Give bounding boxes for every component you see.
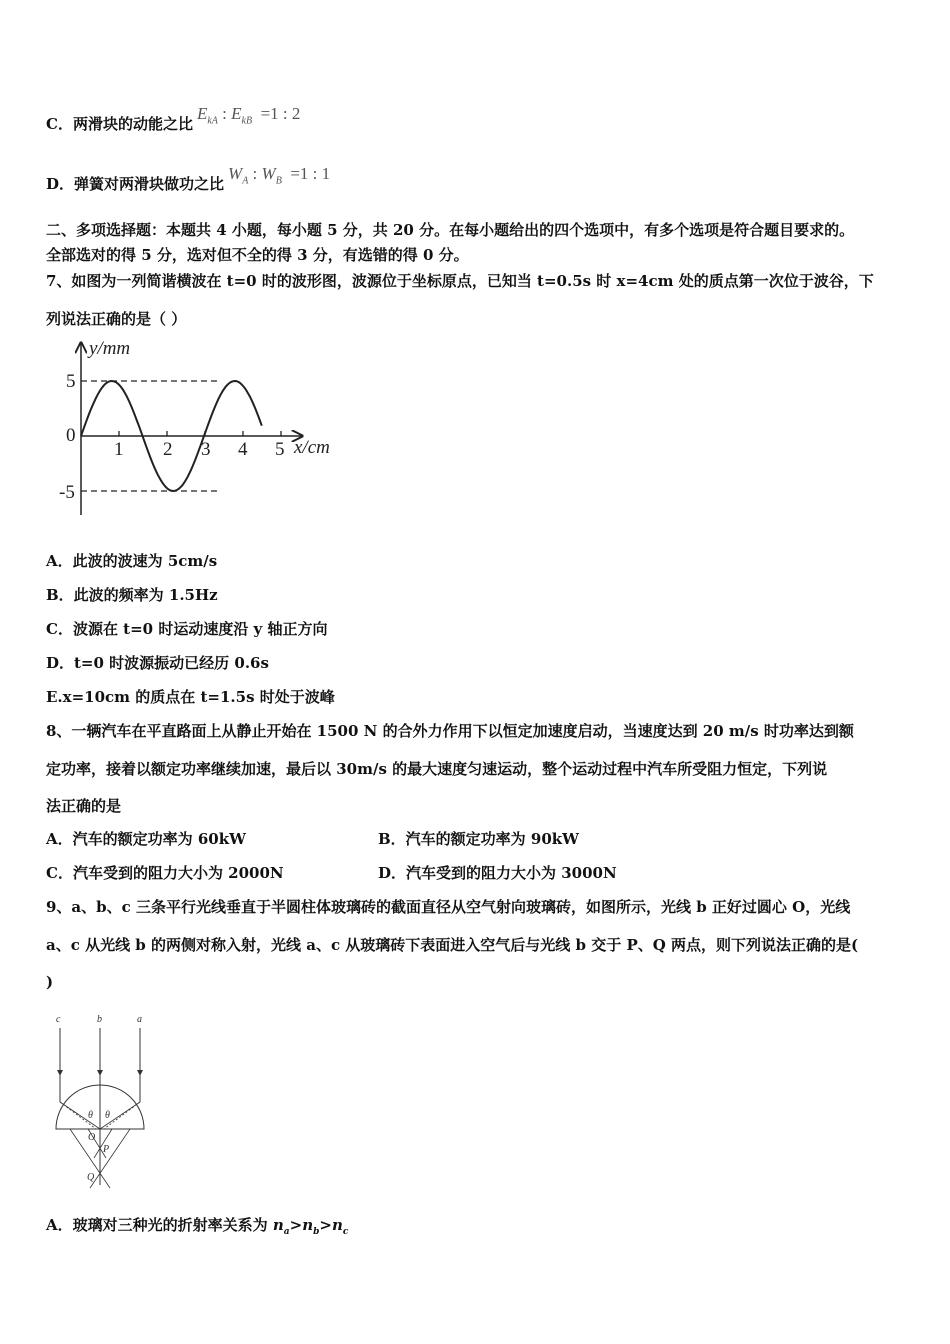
q8-option-a: A．汽车的额定功率为 60kW [46,830,246,848]
x-axis-label: x/cm [294,437,330,458]
q9-stem-line3: ) [46,973,54,991]
option-c-prev [46,104,301,141]
x-tick-1: 1 [114,439,124,460]
x-tick-4: 4 [238,439,248,460]
q9-stem-line1: 9、a、b、c 三条平行光线垂直于半圆柱体玻璃砖的截面直径从空气射向玻璃砖，如图所示，光线 b 正好过圆心 O，光线 [46,898,851,916]
section2-line1: 二、多项选择题：本题共 4 小题，每小题 5 分，共 20 分。在每小题给出的四个选项中，有多个选项是符合题目要求的。 [46,221,855,239]
q7-option-e: E.x=10cm 的质点在 t=1.5s 时处于波峰 [46,688,335,706]
q9-stem-line2: a、c 从光线 b 的两侧对称入射，光线 a、c 从玻璃砖下表面进入空气后与光线 b 交于 P、Q 两点，则下列说法正确的是( [46,936,859,954]
q8-stem-line3: 法正确的是 [46,797,122,815]
section2-line2: 全部选对的得 5 分，选对但不全的得 3 分，有选错的得 0 分。 [46,246,469,264]
q8-option-b: B．汽车的额定功率为 90kW [378,830,580,848]
y-tick-neg5: -5 [59,482,75,503]
ray-label-b: b [97,1014,102,1025]
work-ratio-formula: $W_A$ : $W_B =1$ : 1 [228,164,331,187]
q8-stem-line1: 8、一辆汽车在平直路面上从静止开始在 1500 N 的合外力作用下以恒定加速度启动，当速度达到 20 m/s 时功率达到额 [46,722,854,740]
angle-label-left: θ [88,1110,93,1121]
q7-stem-line2: 列说法正确的是（ ） [46,310,187,328]
kinetic-energy-ratio-formula: $E_{kA}$ : $E_{kB} =1$ : 2 [196,104,301,127]
y-axis-label: y/mm [89,338,131,359]
q8-option-d: D．汽车受到的阻力大小为 3000N [378,864,617,882]
x-tick-5: 5 [275,439,285,460]
ray-label-a: a [137,1014,142,1025]
q9-option-a: A．玻璃对三种光的折射率关系为 $n_a>n_b>n_c$ [46,1216,349,1237]
glass-brick-diagram [48,1010,163,1195]
y-tick-5: 5 [66,371,76,392]
option-d-prev-text: D．弹簧对两滑块做功之比 [46,175,225,193]
q7-option-d: D．t=0 时波源振动已经历 0.6s [46,654,269,672]
option-d-prev [46,164,331,201]
q8-option-c: C．汽车受到的阻力大小为 2000N [46,864,284,882]
x-tick-3: 3 [201,439,211,460]
point-label-q: Q [87,1172,95,1183]
q7-stem-line1: 7、如图为一列简谐横波在 t=0 时的波形图，波源位于坐标原点，已知当 t=0.5s 时 x=4cm 处的质点第一次位于波谷，下 [46,272,874,290]
q7-option-c: C．波源在 t=0 时运动速度沿 y 轴正方向 [46,620,328,638]
ray-label-c: c [56,1014,61,1025]
y-tick-0: 0 [66,425,76,446]
center-label-o: O [88,1132,96,1143]
q8-stem-line2: 定功率，接着以额定功率继续加速，最后以 30m/s 的最大速度匀速运动，整个运动过程中汽车所受阻力恒定，下列说 [46,760,828,778]
wave-graph [56,335,351,525]
option-c-prev-text: C．两滑块的动能之比 [46,115,193,133]
q7-option-b: B．此波的频率为 1.5Hz [46,586,218,604]
angle-label-right: θ [105,1110,110,1121]
x-tick-2: 2 [163,439,173,460]
q7-option-a: A．此波的波速为 5cm/s [46,552,218,570]
point-label-p: P [103,1144,110,1155]
